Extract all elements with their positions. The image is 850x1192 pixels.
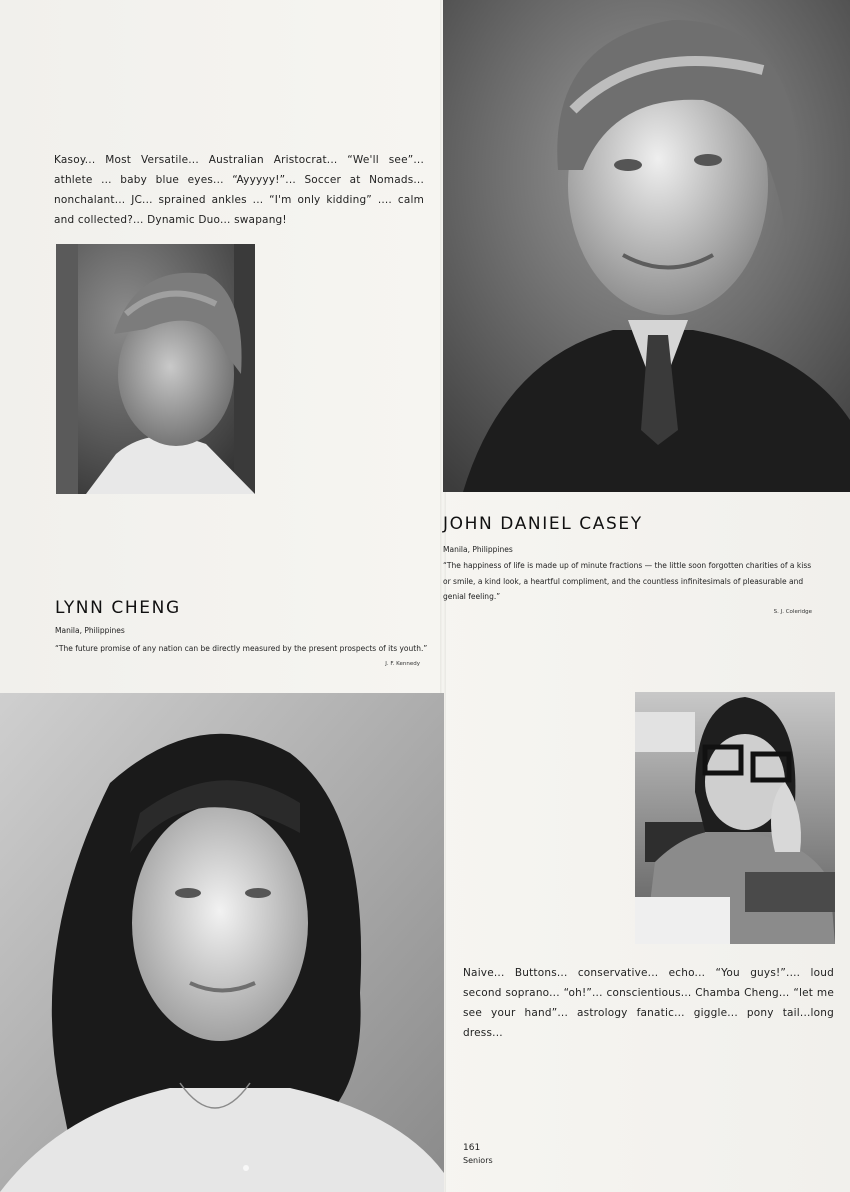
casey-quote-author: S. J. Coleridge — [773, 609, 812, 615]
section-label: Seniors — [463, 1156, 493, 1165]
cheng-quote: “The future promise of any nation can be directly measured by the present prospects of its youth.” — [55, 644, 428, 653]
page-number: 161 — [463, 1143, 481, 1153]
cheng-candid-photo — [635, 692, 835, 944]
cheng-hometown: Manila, Philippines — [55, 626, 125, 635]
casey-quip-text: Kasoy... Most Versatile... Australian Aristocrat... “We'll see”... athlete ... baby blue eyes... “Ayyyyy!”... Soccer at Nomads... nonchalant... JC... sprained ankles ... “I'm only kidding” .... calm and collected?... Dynamic Duo... swapang! — [54, 154, 424, 226]
casey-quote: “The happiness of life is made up of minute fractions — the little soon forgotten charities of a kiss or smile, a kind look, a heartful compliment, and the countless infinitesimals of pleasurable and genial feeling.” — [443, 561, 812, 601]
cheng-portrait-photo — [0, 693, 444, 1192]
cheng-quip-text: Naive... Buttons... conservative... echo... “You guys!”.... loud second soprano... “oh!”... conscientious... Chamba Cheng... “let me see your hand”... astrology fanatic... giggle... pony tail...long dress... — [463, 967, 834, 1039]
casey-candid-photo — [56, 244, 255, 494]
casey-portrait-photo — [443, 0, 850, 492]
casey-name: JOHN DANIEL CASEY — [443, 514, 643, 534]
show-through-text — [262, 512, 269, 530]
casey-hometown: Manila, Philippines — [443, 545, 513, 554]
cheng-quote-author: J. F. Kennedy — [385, 661, 420, 667]
cheng-name: LYNN CHENG — [55, 598, 181, 618]
